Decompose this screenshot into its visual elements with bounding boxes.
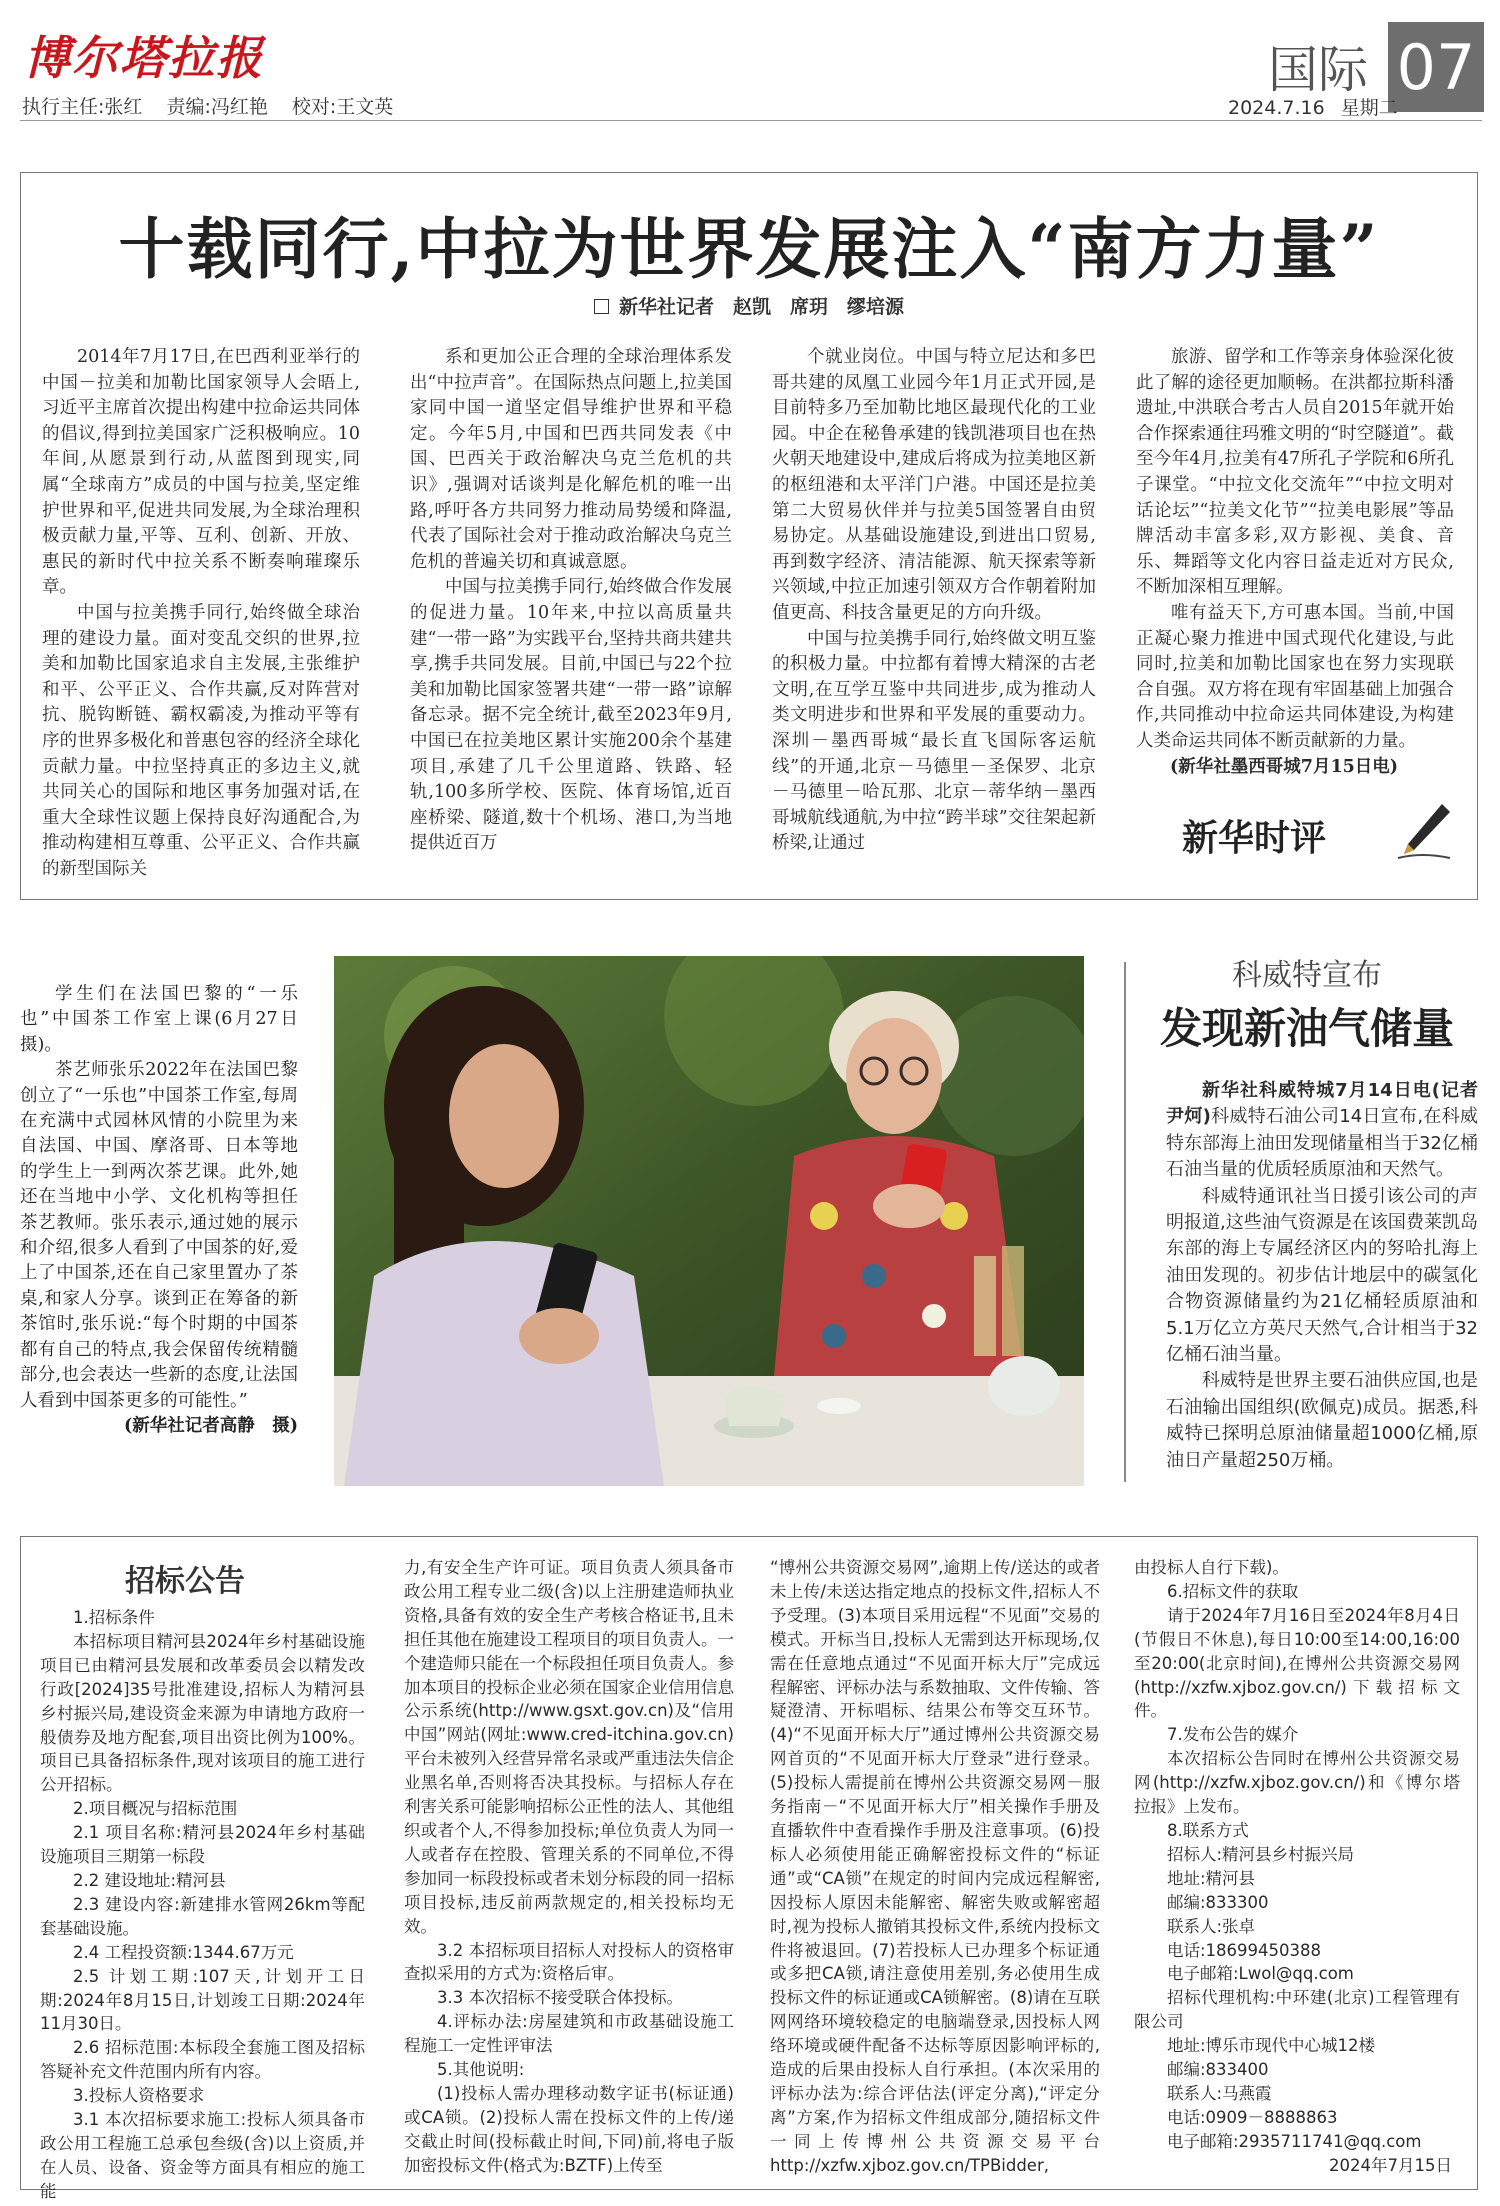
lead-column-1: [42, 345, 360, 882]
kuwait-headline: 发现新油气储量: [1159, 1004, 1454, 1053]
column-divider: [1124, 962, 1126, 1482]
header-divider: [20, 120, 1482, 121]
tender-title: 招标公告: [125, 1564, 245, 1599]
lead-headline: 十载同行,中拉为世界发展注入“南方力量”: [118, 210, 1380, 288]
tender-paragraph: 由投标人自行下载)。: [1134, 1558, 1289, 1577]
tender-paragraph: 电子邮箱:Lwol@qq.com: [1167, 1964, 1354, 1984]
tender-paragraph: 4.评标办法:房屋建筑和市政基础设施工程施工一定性评审法: [404, 2012, 734, 2056]
tender-paragraph: 2.4 工程投资额:1344.67万元: [73, 1942, 294, 1962]
tender-paragraph: 2.项目概况与招标范围: [73, 1799, 238, 1819]
lead-column-2: [410, 345, 732, 857]
tender-paragraph: 2.3 建设内容:新建排水管网26km等配套基础设施。: [40, 1894, 365, 1938]
editor-credits: [22, 92, 411, 119]
tender-paragraph: 3.2 本招标项目招标人对投标人的资格审查拟采用的方式为:资格后审。: [404, 1940, 734, 1984]
caption-paragraph: 茶艺师张乐2022年在法国巴黎创立了“一乐也”中国茶工作室,每周在充满中式园林风情的小院里为来自法国、中国、摩洛哥、日本等地的学生上一到两次茶艺课。此外,她还在当地中小学、文化机构等担任茶艺教师。张乐表示,通过她的展示和介绍,很多人看到了中国茶的好,爱上了中国茶,还在自己家里置办了茶桌,和家人分享。谈到正在筹备的新茶馆时,张乐说:“每个时期的中国茶都有自己的特点,我会保留传统精髓部分,也会表达一些新的态度,让法国人看到中国茶更多的可能性。”: [20, 1060, 298, 1411]
tender-paragraph: (1)投标人需办理移动数字证书(标证通)或CA锁。(2)投标人需在投标文件的上传/递交截止时间(投标截止时间,下同)前,将电子版加密投标文件(格式为:BZTF)上传至: [404, 2083, 734, 2175]
photo-illustration: [334, 956, 1084, 1486]
paragraph: 中国与拉美携手同行,始终做合作发展的促进力量。10年来,中拉以高质量共建“一带一路”为实践平台,坚持共商共建共享,携手共同发展。目前,中国已与22个拉美和加勒比国家签署共建“一带一路”谅解备忘录。据不完全统计,截至2023年9月,中国已在拉美地区累计实施200余个基建项目,承建了几千公里道路、铁路、轻轨,100多所学校、医院、体育场馆,近百座桥梁、隧道,数十个机场、港口,为当地提供近百万: [410, 577, 732, 854]
tender-paragraph: 8.联系方式: [1167, 1820, 1249, 1840]
tender-paragraph: 地址:精河县: [1167, 1868, 1256, 1888]
tender-paragraph: 本招标项目精河县2024年乡村基础设施项目已由精河县发展和改革委员会以精发改行政[2024]35号批准建设,招标人为精河县乡村振兴局,建设资金来源为申请地方政府一般债券及地方配套,项目出资比例为100%。项目已具备招标条件,现对该项目的施工进行公开招标。: [40, 1631, 365, 1795]
tender-paragraph: 6.招标文件的获取: [1167, 1581, 1299, 1601]
xinhua-commentary-badge: [1176, 800, 1456, 862]
tender-column-1: [40, 1606, 365, 2204]
paragraph: 科威特是世界主要石油供应国,也是石油输出国组织(欧佩克)成员。据悉,科威特已探明总原油储量超1000亿桶,原油日产量超250万桶。: [1166, 1370, 1478, 1471]
tender-paragraph: 招标代理机构:中环建(北京)工程管理有限公司: [1134, 1988, 1460, 2032]
tender-column-3: [770, 1556, 1117, 2178]
tender-column-2: [404, 1556, 734, 2178]
paragraph: 科威特石油公司14日宣布,在科威特东部海上油田发现储量相当于32亿桶石油当量的优质轻质原油和天然气。: [1166, 1106, 1479, 1181]
tender-paragraph: 电话:18699450388: [1167, 1940, 1322, 1960]
tender-paragraph: 3.3 本次招标不接受联合体投标。: [437, 1988, 683, 2008]
paragraph: 中国与拉美携手同行,始终做全球治理的建设力量。面对变乱交织的世界,拉美和加勒比国家追求自主发展,主张维护和平、公平正义、合作共赢,反对阵营对抗、脱钩断链、霸权霸凌,为推动平等有序的世界多极化和普惠包容的经济全球化贡献力量。中拉坚持真正的多边主义,就共同关心的国际和地区事务加强对话,在重大全球性议题上保持良好沟通配合,为推动构建相互尊重、公平正义、合作共赢的新型国际关: [42, 602, 360, 879]
tender-paragraph: 2.1 项目名称:精河县2024年乡村基础设施项目三期第一标段: [40, 1823, 365, 1867]
badge-label: 新华时评: [1182, 818, 1327, 859]
tender-paragraph: 2024年7月15日: [1329, 2155, 1452, 2175]
tender-paragraph: 联系人:张卓: [1167, 1916, 1256, 1936]
credit-proof: 校对:王文英: [291, 96, 394, 118]
fountain-pen-icon: [1392, 800, 1452, 862]
paragraph: 个就业岗位。中国与特立尼达和多巴哥共建的凤凰工业园今年1月正式开园,是目前特多乃至加勒比地区最现代化的工业园。中企在秘鲁承建的钱凯港项目也在热火朝天地建设中,建成后将成为拉美地区新的枢纽港和太平洋门户港。中国还是拉美第二大贸易伙伴并与拉美5国签署自由贸易协定。从基础设施建设,到进出口贸易,再到数字经济、清洁能源、航天探索等新兴领域,中拉正加速引领双方合作朝着附加值更高、科技含量更足的方向升级。: [772, 347, 1096, 623]
tender-paragraph: 邮编:833300: [1167, 1892, 1269, 1912]
tender-paragraph: 联系人:马燕霞: [1167, 2083, 1272, 2103]
byline-square-icon: [594, 299, 609, 314]
caption-paragraph: 学生们在法国巴黎的“一乐也”中国茶工作室上课(6月27日摄)。: [20, 984, 298, 1055]
date-text: 2024.7.16: [1228, 97, 1325, 119]
byline-text: 新华社记者 赵凯 席玥 缪培源: [618, 296, 904, 318]
tender-paragraph: 3.1 本次招标要求施工:投标人须具备市政公用工程施工总承包叁级(含)以上资质,并在人员、设备、资金等方面具有相应的施工能: [40, 2110, 365, 2201]
kuwait-dateline: 新华社科威特城7月14日电(记者尹炣): [1166, 1080, 1478, 1128]
paragraph: 2014年7月17日,在巴西利亚举行的中国－拉美和加勒比国家领导人会晤上,习近平主席首次提出构建中拉命运共同体的倡议,得到拉美国家广泛积极响应。10年间,从愿景到行动,从蓝图到现实,同属“全球南方”成员的中国与拉美,坚定维护世界和平,促进共同发展,为全球治理积极贡献力量,平等、互利、创新、开放、惠民的新时代中拉关系不断奏响璀璨乐章。: [42, 347, 360, 598]
lead-column-3: [772, 345, 1096, 857]
tender-paragraph: 邮编:833400: [1167, 2060, 1269, 2080]
tender-paragraph: 力,有安全生产许可证。项目负责人须具备市政公用工程专业二级(含)以上注册建造师执业资格,具备有效的安全生产考核合格证书,且未担任其他在施建设工程项目的项目负责人。一个建造师只能在一个标段担任项目负责人。参加本项目的投标企业必须在国家企业信用信息公示系统(http://www.gsxt.gov.cn)及“信用中国”网站(网址:www.cred-itchina.gov.cn)平台未被列入经营异常名录或严重违法失信企业黑名单,否则将否决其投标。与招标人存在利害关系可能影响招标公正性的法人、其他组织或者个人,不得参加投标;单位负责人为同一人或者存在控股、管理关系的不同单位,不得参加同一标段投标或者未划分标段的同一招标项目投标,违反前两款规定的,相关投标均无效。: [404, 1558, 734, 1936]
tender-paragraph: 2.5 计划工期:107天,计划开工日期:2024年8月15日,计划竣工日期:2024年11月30日。: [40, 1966, 365, 2034]
tender-paragraph: 2.6 招标范围:本标段全套施工图及招标答疑补充文件范围内所有内容。: [40, 2038, 365, 2082]
section-title: 国际: [1268, 41, 1368, 99]
credit-editor: 责编:冯红艳: [166, 96, 268, 118]
paragraph: 唯有益天下,方可惠本国。当前,中国正凝心聚力推进中国式现代化建设,与此同时,拉美和加勒比国家也在努力实现联合自强。双方将在现有牢固基础上加强合作,共同推动中拉命运共同体建设,为构建人类命运共同体不断贡献新的力量。: [1136, 602, 1454, 751]
photo-caption: [20, 982, 298, 1439]
kuwait-subtitle: 科威特宣布: [1232, 958, 1382, 993]
weekday-text: 星期二: [1340, 97, 1398, 119]
tender-paragraph: 电子邮箱:2935711741@qq.com: [1167, 2131, 1422, 2151]
kuwait-body: [1166, 1078, 1478, 1474]
lead-column-4: [1136, 345, 1454, 780]
credit-chief: 执行主任:张红: [22, 96, 143, 118]
paragraph: 中国与拉美携手同行,始终做文明互鉴的积极力量。中拉都有着博大精深的古老文明,在互学互鉴中共同进步,成为推动人类文明进步和世界和平发展的重要动力。深圳－墨西哥城“最长直飞国际客运航线”的开通,北京－马德里－圣保罗、北京－马德里－哈瓦那、北京－蒂华纳－墨西哥城航线通航,为中拉“跨半球”交往架起新桥梁,让通过: [772, 628, 1096, 854]
paragraph: 科威特通讯社当日援引该公司的声明报道,这些油气资源是在该国费莱凯岛东部的海上专属经济区内的努哈扎海上油田发现的。初步估计地层中的碳氢化合物资源储量约为21亿桶轻质原油和5.1万亿立方英尺天然气,合计相当于32亿桶石油当量。: [1166, 1185, 1478, 1366]
tea-class-photo: [334, 956, 1084, 1486]
tender-paragraph: 地址:博乐市现代中心城12楼: [1167, 2036, 1376, 2056]
tender-paragraph: 7.发布公告的媒介: [1167, 1725, 1299, 1745]
tender-column-4: [1134, 1556, 1460, 2178]
issue-date: [1218, 93, 1398, 120]
paragraph: 旅游、留学和工作等亲身体验深化彼此了解的途径更加顺畅。在洪都拉斯科潘遗址,中洪联合考古人员自2015年就开始合作探索通往玛雅文明的“时空隧道”。截至今年4月,拉美有47所孔子学院和6所孔子课堂。“中拉文化交流年”“中拉文明对话论坛”“拉美文化节”“拉美电影展”等品牌活动丰富多彩,双方影视、美食、音乐、舞蹈等文化内容日益走近对方民众,不断加深相互理解。: [1136, 347, 1454, 598]
tender-paragraph: 5.其他说明:: [437, 2060, 525, 2080]
tender-paragraph: 招标人:精河县乡村振兴局: [1167, 1844, 1355, 1864]
page-number: 07: [1388, 22, 1484, 112]
photo-credit: (新华社记者高静 摄): [123, 1415, 298, 1436]
tender-paragraph: 本次招标公告同时在博州公共资源交易网(http://xzfw.xjboz.gov.cn/)和《博尔塔拉报》上发布。: [1134, 1749, 1460, 1817]
tender-paragraph: “博州公共资源交易网”,逾期上传/送达的或者未上传/未送达指定地点的投标文件,招标人不予受理。(3)本项目采用远程“不见面”交易的模式。开标当日,投标人无需到达开标现场,仅需在任意地点通过“不见面开标大厅”完成远程解密、评标办法与系数抽取、文件传输、答疑澄清、开标唱标、结果公布等交互环节。(4)“不见面开标大厅”通过博州公共资源交易网首页的“不见面开标大厅登录”进行登录。(5)投标人需提前在博州公共资源交易网－服务指南－“不见面开标大厅”相关操作手册及直播软件中查看操作手册及注意事项。(6)投标人必须使用能正确解密投标文件的“标证通”或“CA锁”在规定的时间内完成远程解密,因投标人原因未能解密、解密失败或解密超时,视为投标人撤销其投标文件,系统内投标文件将被退回。(7)若投标人已办理多个标证通或多把CA锁,请注意使用差别,务必使用生成投标文件的标证通或CA锁解密。(8)请在互联网网络环境较稳定的电脑端登录,因投标人网络环境或硬件配备不达标等原因影响评标的,造成的后果由投标人自行承担。(本次采用的评标办法为:综合评估法(评定分离),“评定分离”方案,作为招标文件组成部分,随招标文件一同上传博州公共资源交易平台 http://xzfw.xjboz.gov.cn/TPBidder,: [770, 1558, 1117, 2175]
lead-dateline: (新华社墨西哥城7月15日电): [1170, 756, 1399, 777]
tender-paragraph: 2.2 建设地址:精河县: [73, 1870, 226, 1890]
lead-byline: [20, 292, 1478, 319]
masthead-logo: 博尔塔拉报: [24, 31, 264, 85]
tender-paragraph: 电话:0909－8888863: [1167, 2107, 1338, 2127]
tender-paragraph: 1.招标条件: [73, 1608, 155, 1627]
paragraph: 系和更加公正合理的全球治理体系发出“中拉声音”。在国际热点问题上,拉美国家同中国一道坚定倡导维护世界和平稳定。今年5月,中国和巴西共同发表《中国、巴西关于政治解决乌克兰危机的共识》,强调对话谈判是化解危机的唯一出路,呼吁各方共同努力推动局势缓和降温,代表了国际社会对于推动政治解决乌克兰危机的普遍关切和真诚意愿。: [410, 347, 732, 572]
tender-paragraph: 请于2024年7月16日至2024年8月4日(节假日不休息),每日10:00至14:00,16:00至20:00(北京时间),在博州公共资源交易网(http://xzfw.xjboz.gov.cn/)下载招标文件。: [1134, 1605, 1460, 1721]
tender-paragraph: 3.投标人资格要求: [73, 2086, 205, 2106]
